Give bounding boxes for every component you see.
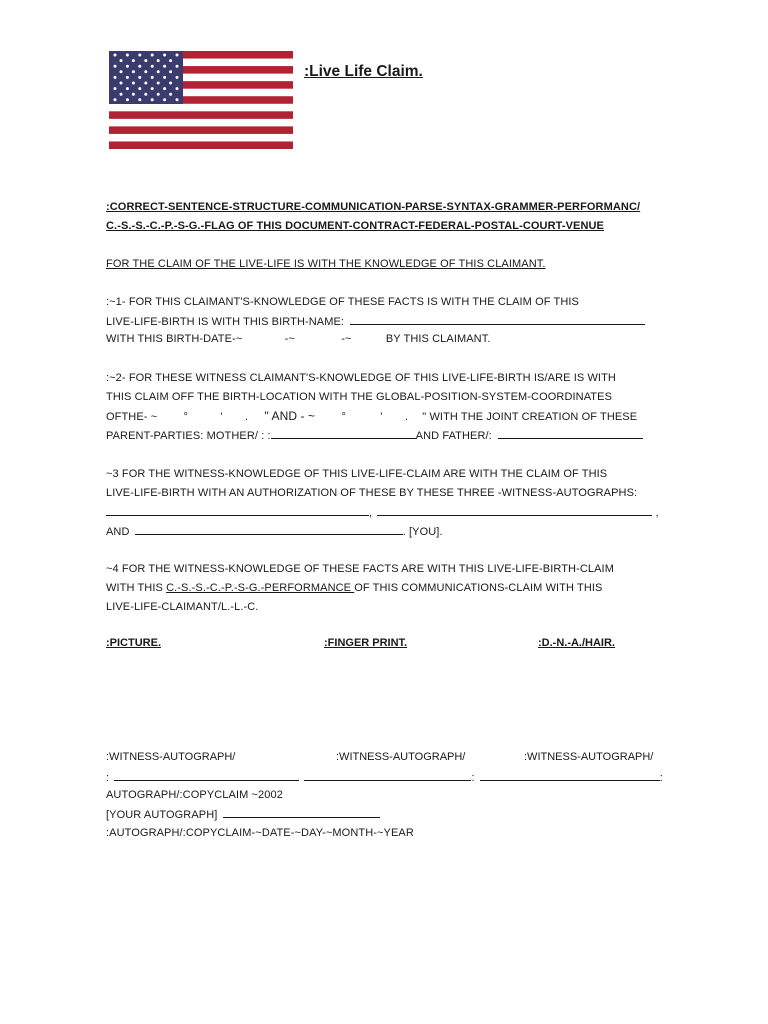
flag-star [126,65,129,68]
birth-date-label: WITH THIS BIRTH-DATE-~ [106,333,243,345]
gps-and: " AND - ~ [264,409,316,423]
section1-line-3 [106,332,490,346]
comma-separator: , [655,507,659,519]
flag-star [126,87,129,90]
section3-line-2: LIVE-LIFE-BIRTH WITH AN AUTHORIZATION OF THESE BY THESE THREE -WITNESS-AUTOGRAPHS: [106,487,638,499]
gps-dot-1: . [244,411,249,423]
section2-line-3 [106,409,637,424]
your-autograph-field[interactable] [223,807,380,818]
flag-star [163,98,166,101]
witness-signature-line [106,770,663,785]
flag-star [169,93,172,96]
flag-star [176,76,179,79]
flag-star [151,98,154,101]
flag-star [157,70,160,73]
father-label: AND FATHER/: [415,430,492,442]
gps-minute-1: ' [220,411,223,423]
flag-star [157,82,160,85]
flag-star [151,87,154,90]
flag-star [169,59,172,62]
section2-line-2: THIS CLAIM OFF THE BIRTH-LOCATION WITH THE GLOBAL-POSITION-SYSTEM-COORDINATES [106,391,613,403]
flag-star [132,93,135,96]
flag-star [120,59,123,62]
flag-star [132,59,135,62]
claim-statement: FOR THE CLAIM OF THE LIVE-LIFE IS WITH THE KNOWLEDGE OF THIS CLAIMANT. [106,258,546,270]
gps-minute-2: ' [380,411,383,423]
us-flag-icon [109,51,293,149]
section1-line-1: :~1- FOR THIS CLAIMANT'S-KNOWLEDGE OF THESE FACTS IS WITH THE CLAIM OF THIS [106,296,579,308]
performance-text: C.-S.-S.-C.-P.-S-G.-PERFORMANCE [166,582,355,594]
document-title: :Live Life Claim. [304,63,423,80]
section2-line-1: :~2- FOR THESE WITNESS CLAIMANT'S-KNOWLEDGE OF THIS LIVE-LIFE-BIRTH IS/ARE IS WITH [106,372,616,384]
picture-header: :PICTURE. [106,637,161,649]
dna-hair-header: :D.-N.-A./HAIR. [538,637,615,649]
flag-star [138,54,141,57]
flag-star [163,76,166,79]
flag-star [157,59,160,62]
witness-autograph-field-3[interactable] [480,770,660,781]
flag-star [157,93,160,96]
flag-star [144,70,147,73]
flag-star [163,65,166,68]
flag-star [114,65,117,68]
flag-star [138,76,141,79]
your-autograph-label: [YOUR AUTOGRAPH] [106,809,218,821]
with-this-text: WITH THIS [106,582,167,594]
birth-date-sep-2: -~ [341,333,352,345]
section4-line-1: ~4 FOR THE WITNESS-KNOWLEDGE OF THESE FACTS ARE WITH THIS LIVE-LIFE-BIRTH-CLAIM [106,563,614,575]
flag-star [120,70,123,73]
section4-line-3: LIVE-LIFE-CLAIMANT/L.-L.-C. [106,601,259,613]
flag-star [126,76,129,79]
flag-star [176,54,179,57]
birth-name-label: LIVE-LIFE-BIRTH IS WITH THIS BIRTH-NAME: [106,316,345,328]
and-text: AND [106,526,130,538]
section3-line-3 [106,505,659,520]
flag-star [126,54,129,57]
flag-star [151,54,154,57]
flag-star [132,82,135,85]
gps-prefix: OFTHE- ~ [106,411,158,423]
birth-date-sep-1: -~ [284,333,295,345]
flag-star [176,87,179,90]
copyclaim-line: AUTOGRAPH/:COPYCLAIM ~2002 [106,789,283,801]
header-line-1: :CORRECT-SENTENCE-STRUCTURE-COMMUNICATION-PARSE-SYNTAX-GRAMMER-PERFORMANC/ [106,201,641,213]
colon-separator: : [106,772,110,784]
witness-autograph-label-2: :WITNESS-AUTOGRAPH/ [336,751,466,763]
flag-star [132,70,135,73]
witness-autograph-field-2[interactable] [304,770,471,781]
flag-star [138,87,141,90]
section3-line-1: ~3 FOR THE WITNESS-KNOWLEDGE OF THIS LIVE-LIFE-CLAIM ARE WITH THE CLAIM OF THIS [106,468,608,480]
communications-claim-text: OF THIS COMMUNICATIONS-CLAIM WITH THIS [354,582,603,594]
section3-line-4 [106,524,443,539]
father-field[interactable] [498,428,643,439]
you-text: . [YOU]. [402,526,443,538]
flag-star [138,65,141,68]
flag-star [120,93,123,96]
witness-1-field[interactable] [106,505,369,516]
gps-degree-2: ° [341,411,346,423]
flag-star [169,82,172,85]
flag-star [151,76,154,79]
gps-dot-2: . [404,411,408,423]
section4-line-2 [106,581,603,595]
flag-star [163,54,166,57]
flag-star [114,98,117,101]
comma-separator: , [369,507,373,519]
flag-star [126,98,129,101]
section2-line-4 [106,428,643,443]
witness-autograph-label-1: :WITNESS-AUTOGRAPH/ [106,751,236,763]
section1-line-2 [106,314,645,329]
flag-star [120,82,123,85]
witness-3-field[interactable] [135,524,403,535]
flag-star [144,93,147,96]
flag-star [138,98,141,101]
colon-separator: : [659,772,663,784]
flag-star [163,87,166,90]
flag-star [169,70,172,73]
flag-star [114,87,117,90]
mother-label: PARENT-PARTIES: MOTHER/ : : [106,430,271,442]
flag-star [144,82,147,85]
by-claimant-text: BY THIS CLAIMANT. [385,333,491,345]
birth-name-field[interactable] [350,314,645,325]
witness-autograph-field-1[interactable] [114,770,299,781]
colon-separator: : [471,772,475,784]
flag-star [176,65,179,68]
your-autograph-line [106,807,380,822]
flag-star [114,54,117,57]
mother-field[interactable] [271,428,416,439]
autograph-date-line: :AUTOGRAPH/:COPYCLAIM-~DATE-~DAY-~MONTH-~YEAR [106,827,414,839]
witness-2-field[interactable] [377,505,652,516]
flag-star [144,59,147,62]
flag-star [114,76,117,79]
joint-creation-text: " WITH THE JOINT CREATION OF THESE [422,411,638,423]
flag-star [176,98,179,101]
witness-autograph-label-3: :WITNESS-AUTOGRAPH/ [524,751,654,763]
header-line-2: C.-S.-S.-C.-P.-S-G.-FLAG OF THIS DOCUMENT-CONTRACT-FEDERAL-POSTAL-COURT-VENUE [106,220,604,232]
finger-print-header: :FINGER PRINT. [324,637,408,649]
flag-star [151,65,154,68]
gps-degree-1: ° [183,411,189,423]
